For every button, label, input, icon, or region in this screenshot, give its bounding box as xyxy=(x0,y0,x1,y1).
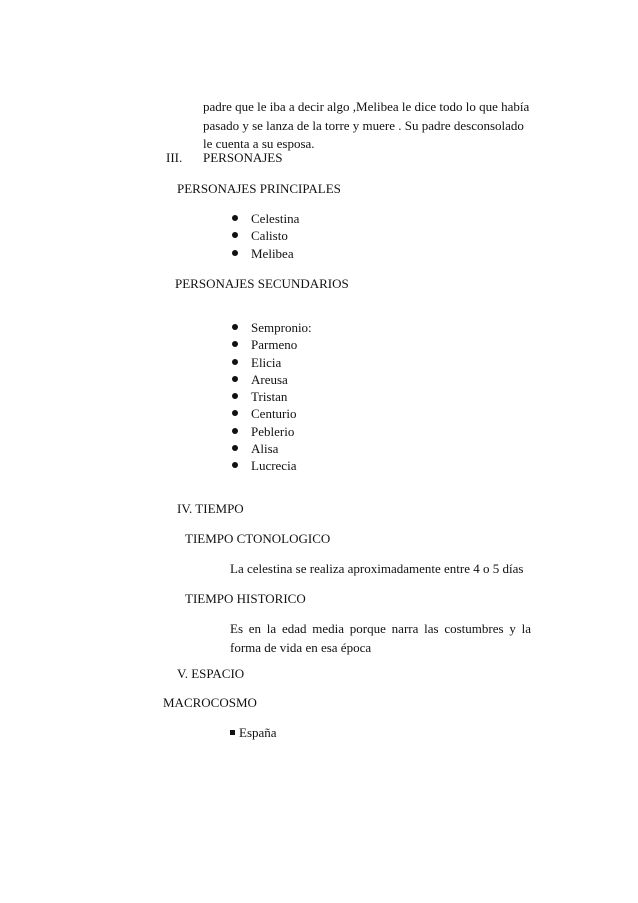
section-iii-numeral: III. xyxy=(166,150,183,165)
list-item: Melibea xyxy=(232,245,299,262)
historico-line: Es en la edad media porque narra las costumbres y la xyxy=(230,621,531,636)
historico-text xyxy=(230,620,531,657)
historico-heading: TIEMPO HISTORICO xyxy=(185,591,306,606)
historico-line: forma de vida en esa época xyxy=(230,639,372,655)
square-bullet-icon xyxy=(230,730,235,735)
cronologico-text: La celestina se realiza aproximadamente entre 4 o 5 días xyxy=(230,561,524,576)
intro-line: pasado y se lanza de la torre y muere . Su padre desconsolado xyxy=(203,117,524,133)
macrocosmo-item: España xyxy=(230,724,277,741)
list-item: Calisto xyxy=(232,227,299,244)
bullet-icon xyxy=(232,393,238,399)
list-item: Tristan xyxy=(232,388,312,405)
list-item: Celestina xyxy=(232,210,299,227)
list-item: Alisa xyxy=(232,440,312,457)
list-item: Centurio xyxy=(232,405,312,422)
list-item: Areusa xyxy=(232,371,312,388)
intro-line: padre que le iba a decir algo ,Melibea le dice todo lo que había xyxy=(203,99,530,114)
list-item: Elicia xyxy=(232,354,312,371)
bullet-icon xyxy=(232,462,238,468)
secundarios-list xyxy=(232,319,312,475)
list-item: Peblerio xyxy=(232,423,312,440)
bullet-icon xyxy=(232,445,238,451)
principales-heading: PERSONAJES PRINCIPALES xyxy=(177,181,341,196)
principales-list xyxy=(232,210,299,262)
section-v-heading: V. ESPACIO xyxy=(177,666,245,681)
list-item: Sempronio: xyxy=(232,319,312,336)
cronologico-heading: TIEMPO CTONOLOGICO xyxy=(185,531,331,546)
bullet-icon xyxy=(232,215,238,221)
bullet-icon xyxy=(232,341,238,347)
bullet-icon xyxy=(232,428,238,434)
bullet-icon xyxy=(232,250,238,256)
macrocosmo-heading: MACROCOSMO xyxy=(163,695,257,710)
bullet-icon xyxy=(232,359,238,365)
list-item: Lucrecia xyxy=(232,457,312,474)
bullet-icon xyxy=(232,232,238,238)
intro-line: le cuenta a su esposa. xyxy=(203,136,315,151)
bullet-icon xyxy=(232,324,238,330)
bullet-icon xyxy=(232,410,238,416)
list-item: Parmeno xyxy=(232,336,312,353)
section-iv-heading: IV. TIEMPO xyxy=(177,501,244,516)
bullet-icon xyxy=(232,376,238,382)
secundarios-heading: PERSONAJES SECUNDARIOS xyxy=(175,276,349,291)
intro-paragraph xyxy=(203,98,531,154)
section-iii-title: PERSONAJES xyxy=(203,150,283,165)
